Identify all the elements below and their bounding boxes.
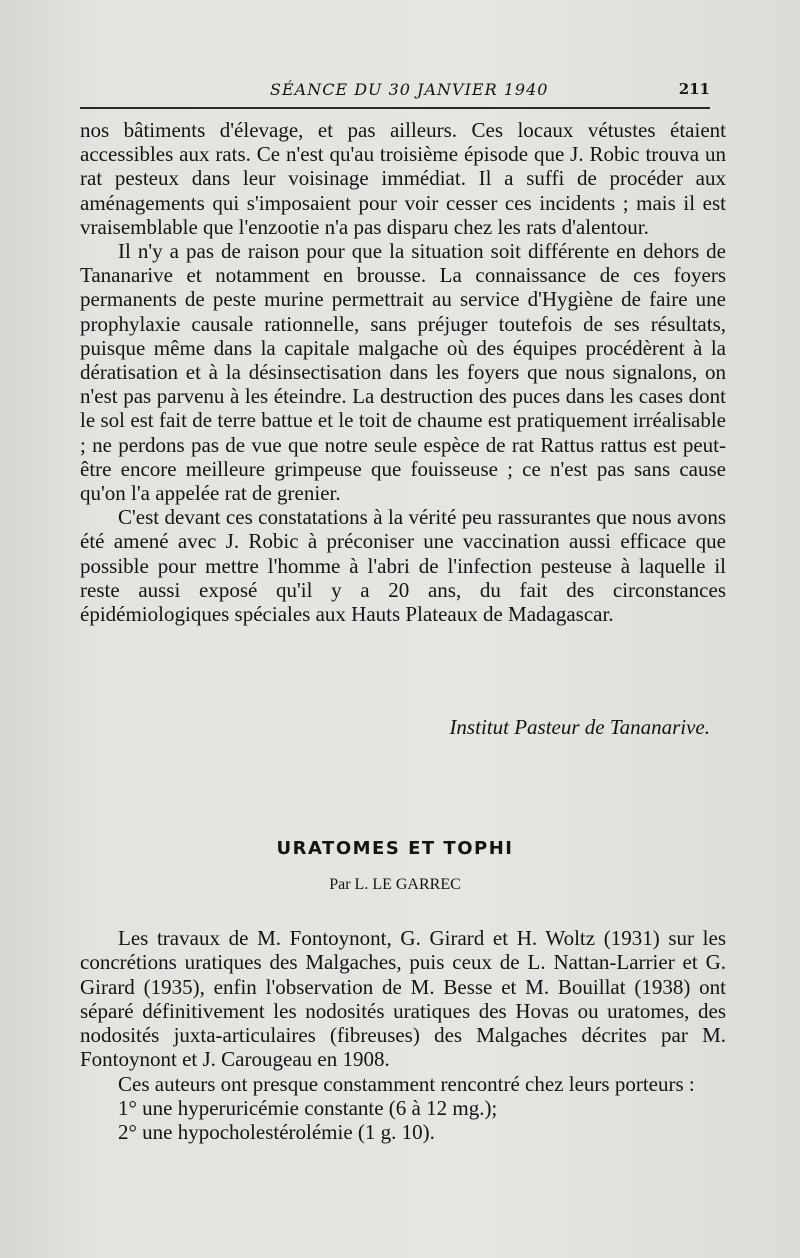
article-paragraph-2: Ces auteurs ont presque constamment rencontré chez leurs porteurs : xyxy=(118,1071,695,1096)
list-item-2: 2° une hypocholestérolémie (1 g. 10). xyxy=(118,1120,435,1145)
page-number: 211 xyxy=(678,80,710,98)
paragraph-3: C'est devant ces constatations à la vérité peu rassurantes que nous avons été amené avec J. Robic à préconiser une vaccination aussi efficace que possible pour mettre l'homme à l'abri de l'infection pesteuse à laquelle il reste aussi exposé qu'il y a 20 ans, du fait des circonstances épidémiologiques spéciales aux Hauts Plateaux de Madagascar. xyxy=(80,505,726,627)
article-title: URATOMES ET TOPHI xyxy=(276,838,514,859)
running-head xyxy=(80,80,710,102)
list-item-1: 1° une hyperuricémie constante (6 à 12 mg.); xyxy=(118,1096,498,1121)
author-line: Par L. LE GARREC xyxy=(329,876,461,893)
article-body xyxy=(80,926,726,1145)
header-rule xyxy=(80,107,710,109)
affiliation: Institut Pasteur de Tananarive. xyxy=(449,715,710,739)
article-paragraph-1: Les travaux de M. Fontoynont, G. Girard et H. Woltz (1931) sur les concrétions uratiques des Malgaches, puis ceux de L. Nattan-Larrier et G. Girard (1935), enfin l'observation de M. Besse et M. Bouillat (1938) ont séparé définitivement les nodosités uratiques des Hovas ou uratomes, des nodosités juxta-articulaires (fibreuses) des Malgaches décrites par M. Fontoynont et J. Carougeau en 1908. xyxy=(80,926,726,1072)
previous-article-text xyxy=(80,118,726,626)
paragraph-1: nos bâtiments d'élevage, et pas ailleurs. Ces locaux vétustes étaient accessibles aux rats. Ce n'est qu'au troisième épisode que J. Robic trouva un rat pesteux dans leur voisinage immédiat. Il a suffi de procéder aux aménagements qui s'imposaient pour voir cesser ces incidents ; mais il est vraisemblable que l'enzootie n'a pas disparu chez les rats d'alentour. xyxy=(80,118,726,239)
paragraph-2: Il n'y a pas de raison pour que la situation soit différente en dehors de Tananarive et notamment en brousse. La connaissance de ces foyers permanents de peste murine permettrait au service d'Hygiène de faire une prophylaxie causale rationnelle, sans préjuger toutefois de ses résultats, puisque même dans la capitale malgache où des équipes procédèrent à la dératisation et à la désinsectisation dans les foyers que nous signalons, on n'est pas parvenu à les éteindre. La destruction des puces dans les cases dont le sol est fait de terre battue et le toit de chaume est pratiquement irréalisable ; ne perdons pas de vue que notre seule espèce de rat Rattus rattus est peut-être encore meilleure grimpeuse que fouisseuse ; ce n'est pas sans cause qu'on l'a appelée rat de grenier. xyxy=(80,239,726,506)
running-title: SÉANCE DU 30 JANVIER 1940 xyxy=(270,80,549,99)
